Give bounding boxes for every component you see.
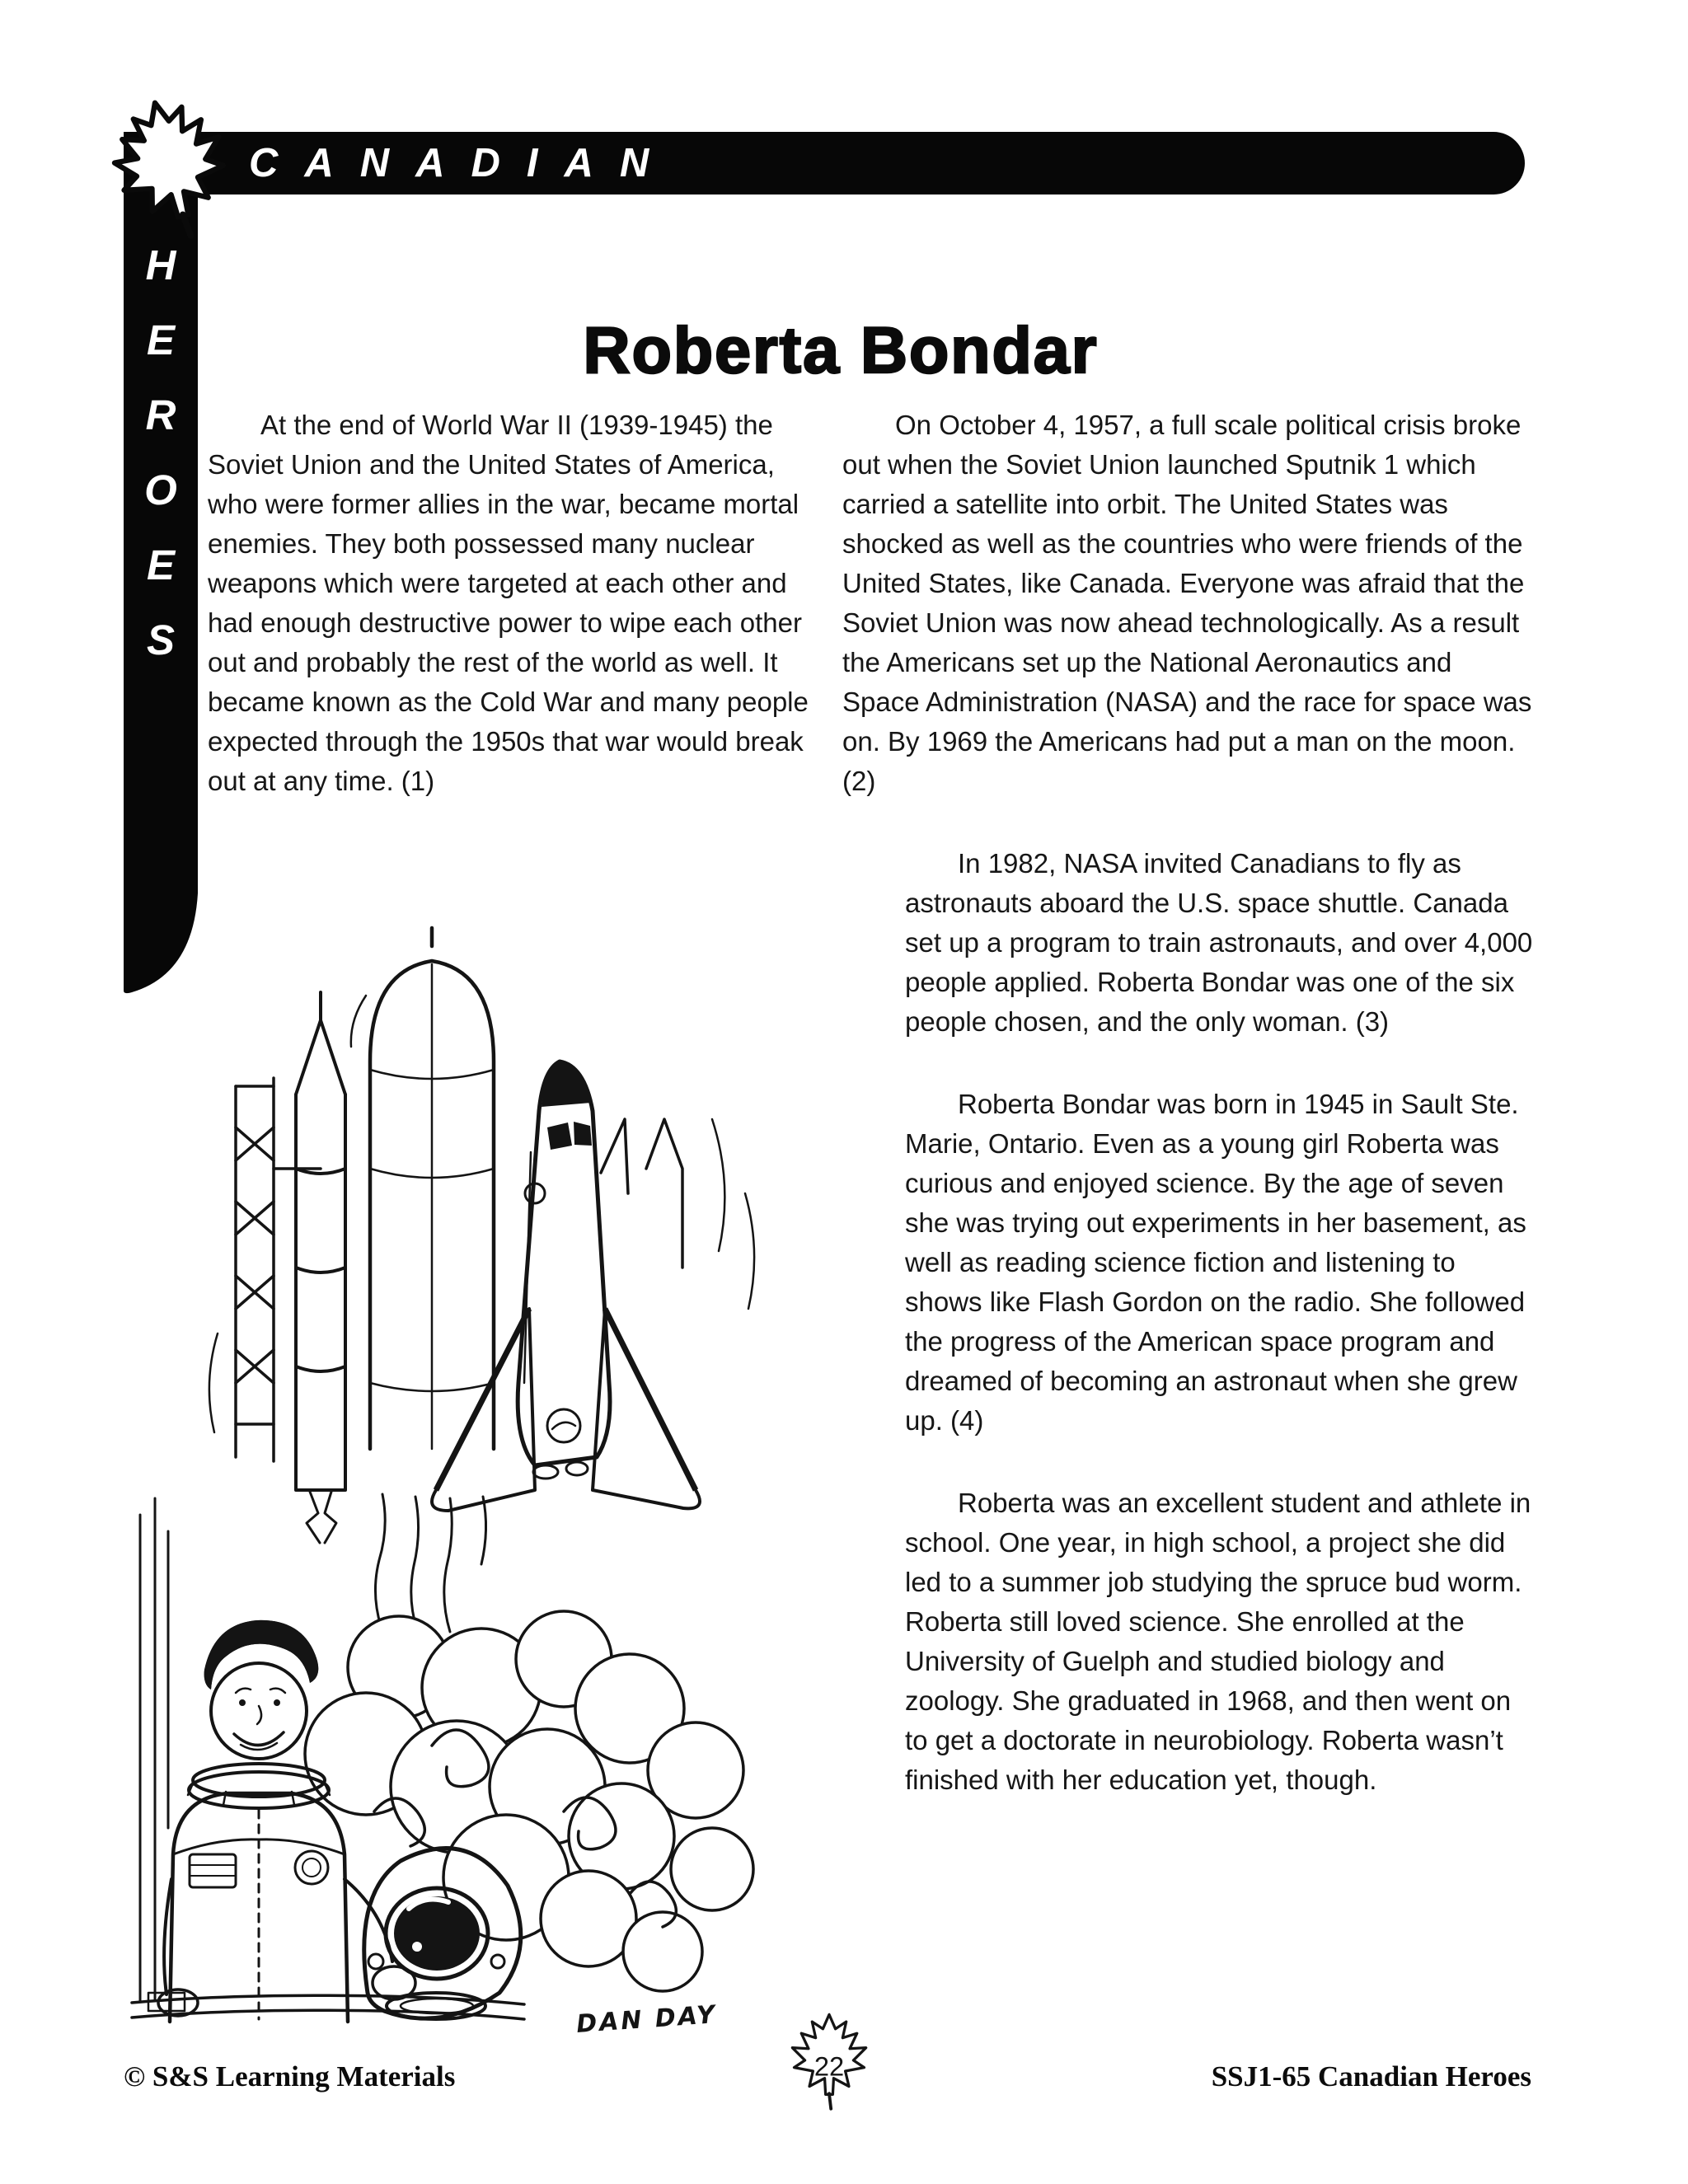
sidebar-letter: R	[145, 391, 176, 438]
heroes-vertical-word	[124, 241, 198, 663]
banner-title: CANADIAN	[249, 141, 676, 185]
paragraph-1: At the end of World War II (1939-1945) the Soviet Union and the United States of America, who were former allies in the war, became mortal enemies. They both possessed many nuclear weapons which were targeted at each other and had enough destructive power to wipe each other out and probably the rest of the world as well. It became known as the Cold War and many people expected through the 1950s that war would break out at any time. (1)	[208, 410, 809, 796]
paragraph-5: Roberta was an excellent student and athlete in school. One year, in high school, a project she did led to a summer job studying the spruce bud worm. Roberta still loved science. She enrolled at the University of Guelph and studied biology and zoology. She graduated in 1968, and then went on to get a doctorate in neurobiology. Roberta wasn’t finished with her education yet, though.	[905, 1488, 1531, 1795]
smoke-clouds	[305, 1611, 753, 1991]
paragraph-4: Roberta Bondar was born in 1945 in Sault Ste. Marie, Ontario. Even as a young girl Roberta was curious and enjoyed science. By the age of seven she was trying out experiments in her basement, as well as reading science fiction and listening to shows like Flash Gordon on the radio. She followed the progress of the American space program and dreamed of becoming an astronaut when she grew up. (4)	[905, 1089, 1526, 1436]
footer-code: SSJ1-65 Canadian Heroes	[1211, 2060, 1531, 2093]
sidebar-letter: O	[144, 466, 177, 513]
page-number-leaf-icon	[783, 2011, 875, 2111]
right-column	[842, 405, 1533, 1843]
footer-copyright: © S&S Learning Materials	[124, 2060, 456, 2093]
booster-left	[296, 992, 345, 1490]
sidebar-letter: H	[145, 241, 176, 288]
paragraph-3: In 1982, NASA invited Canadians to fly as astronauts aboard the U.S. space shuttle. Canada set up a program to train astronauts, and over 4,000 people applied. Roberta Bondar was one of the six people chosen, and the only woman. (3)	[905, 848, 1533, 1037]
paragraph-2: On October 4, 1957, a full scale political crisis broke out when the Soviet Union launched Sputnik 1 which carried a satellite into orbit. The United States was shocked as well as the countries who were friends of the United States, like Canada. Everyone was afraid that the Soviet Union was now ahead technologically. As a result the Americans set up the National Aeronautics and Space Administration (NASA) and the race for space was on. By 1969 the Americans had put a man on the moon. (2)	[842, 410, 1532, 796]
left-column	[208, 405, 818, 844]
canadian-banner	[124, 132, 1525, 194]
illustrator-signature: DAN DAY	[575, 2000, 719, 2039]
external-tank	[370, 928, 494, 1449]
sidebar-letter: S	[146, 616, 176, 663]
maple-leaf-icon	[85, 81, 258, 257]
shuttle-launch-illustration	[119, 921, 841, 2059]
sidebar-letter: E	[146, 316, 176, 363]
sidebar-letter: E	[146, 541, 176, 588]
page-title: Roberta Bondar	[583, 312, 1099, 387]
page-number: 22	[814, 2050, 845, 2082]
